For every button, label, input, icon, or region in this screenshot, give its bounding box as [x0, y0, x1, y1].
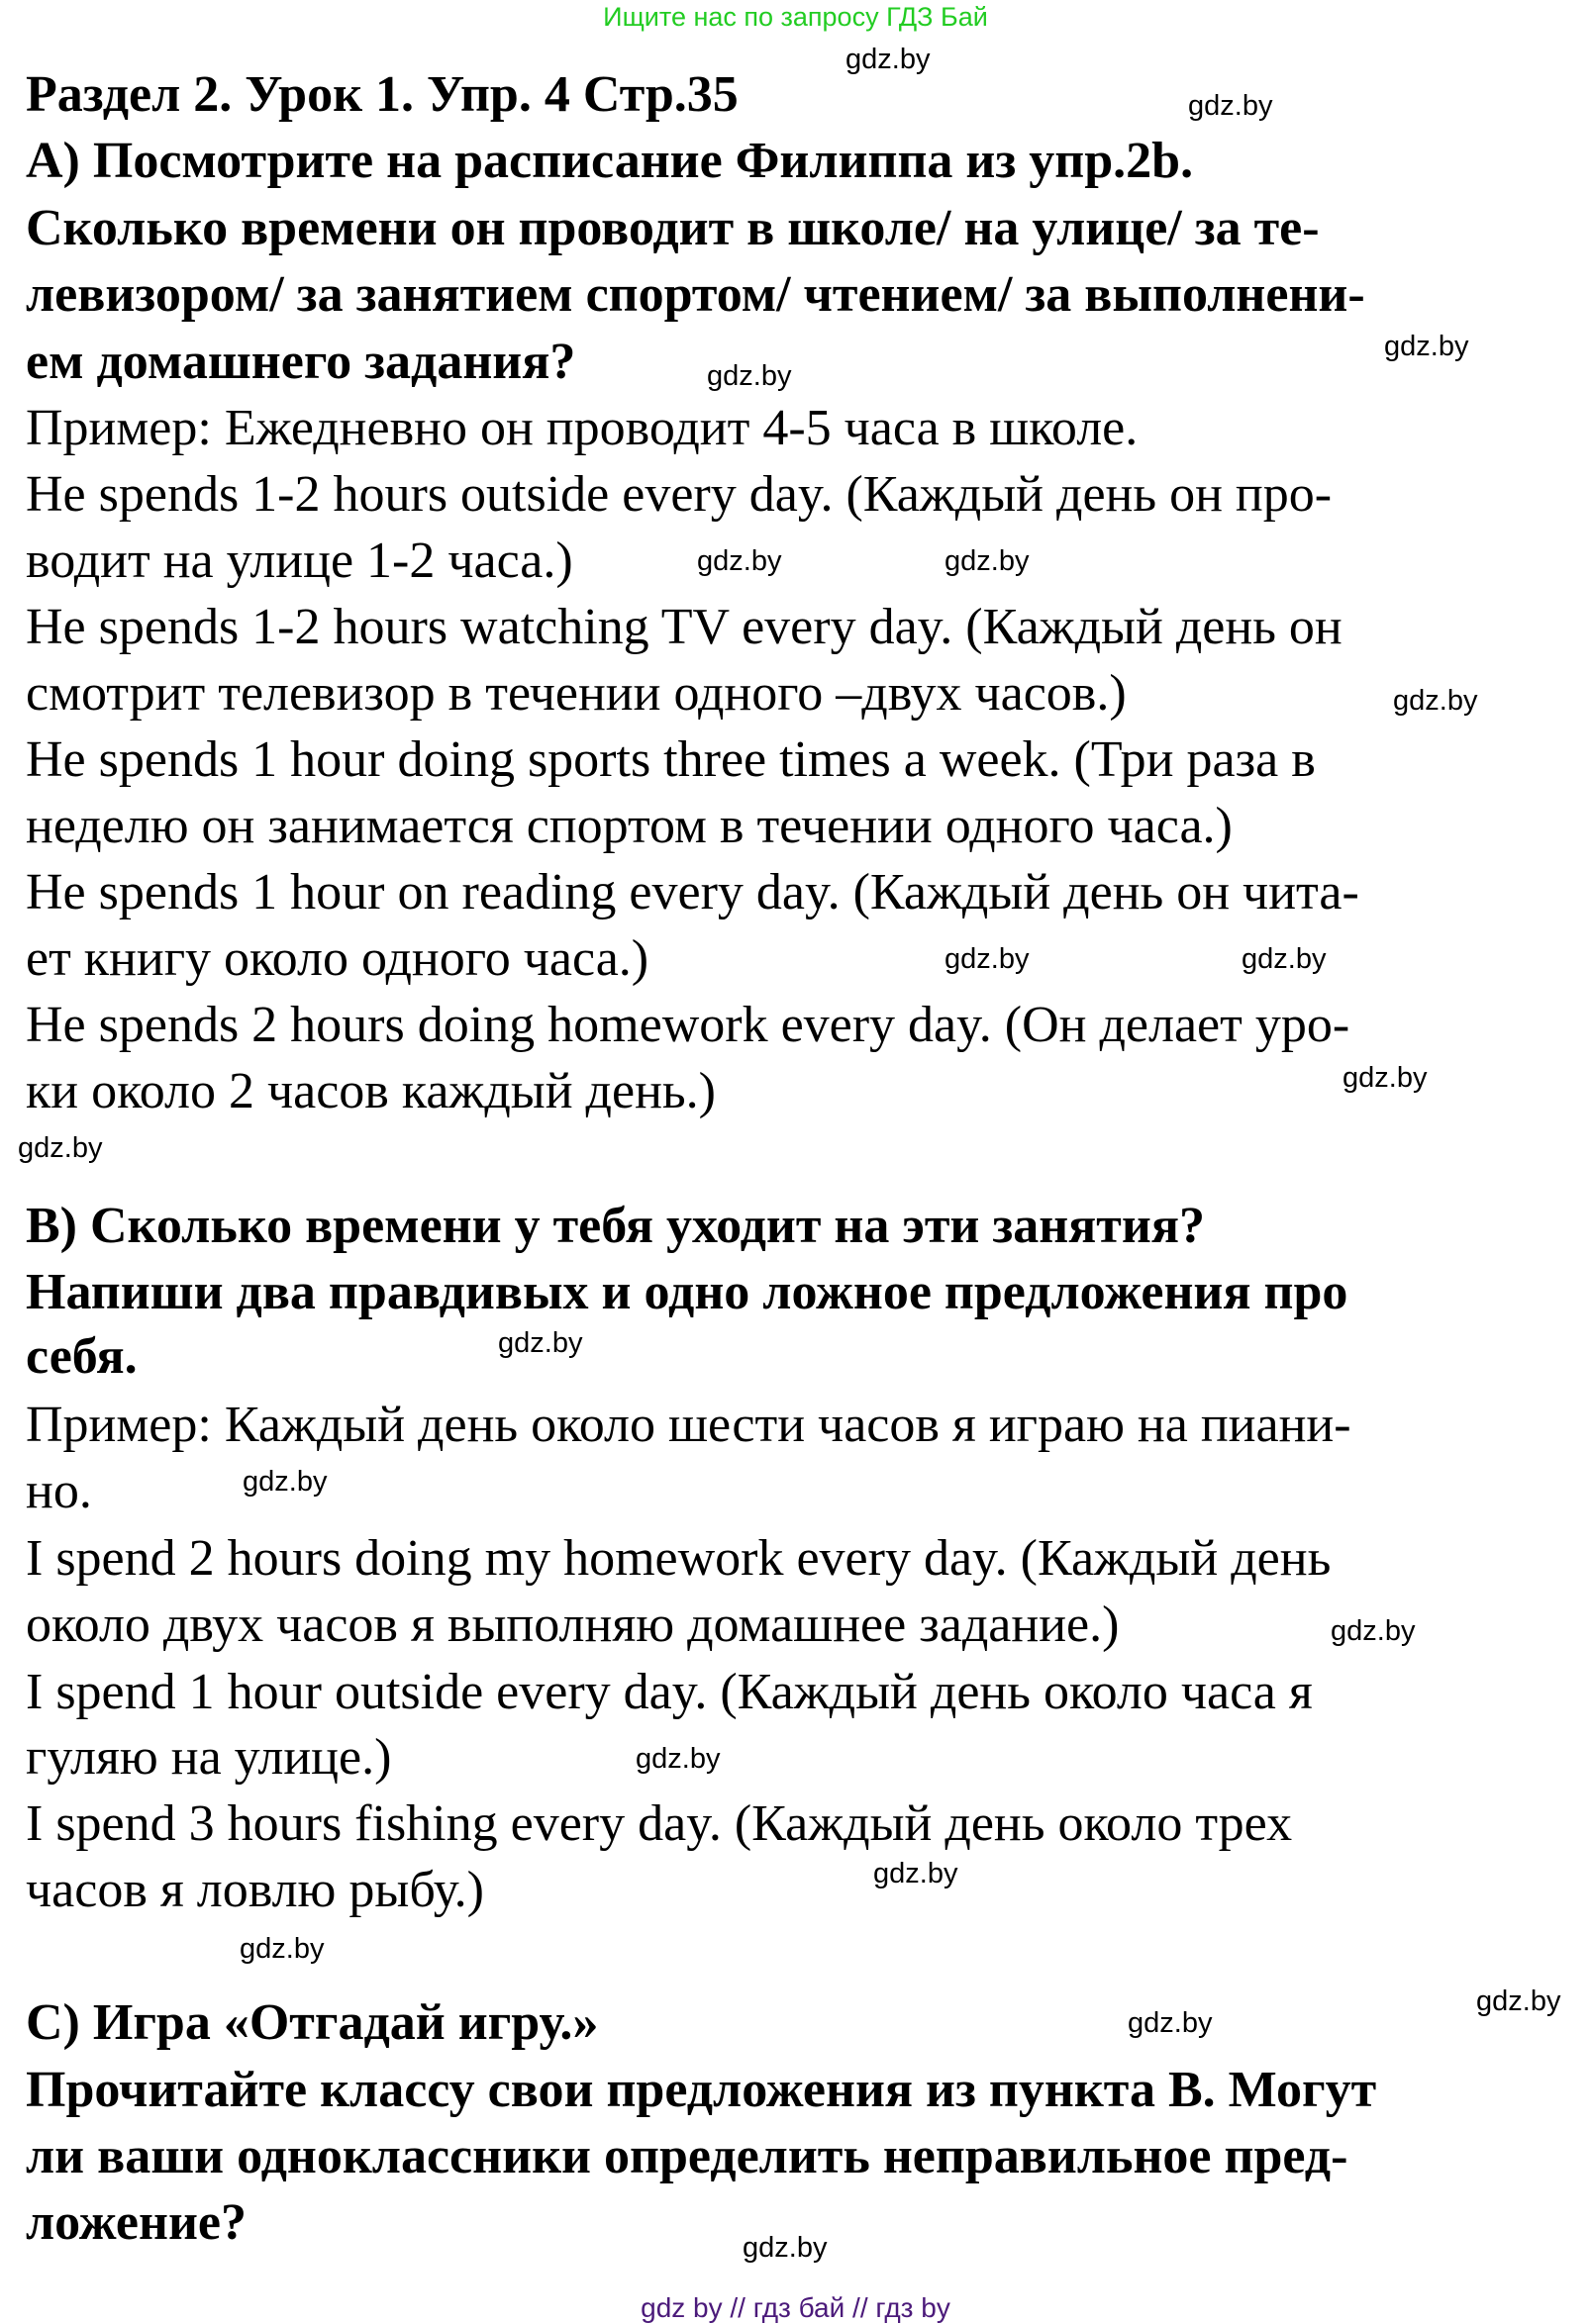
text-line: I spend 3 hours fishing every day. (Каждый день около трех	[26, 1795, 1293, 1852]
text-line: ки около 2 часов каждый день.)	[26, 1063, 716, 1119]
text-line: гуляю на улице.)	[26, 1729, 392, 1786]
text-line: около двух часов я выполняю домашнее задание.)	[26, 1597, 1120, 1653]
watermark: gdz.by	[1188, 90, 1273, 122]
heading-line: Напиши два правдивых и одно ложное предложения про	[26, 1264, 1348, 1320]
text-line: смотрит телевизор в течении одного –двух часов.)	[26, 665, 1127, 722]
text-line: I spend 2 hours doing my homework every day. (Каждый день	[26, 1530, 1332, 1587]
watermark: gdz.by	[945, 943, 1030, 975]
footer-banner: gdz by // гдз бай // гдз by	[641, 2292, 950, 2323]
watermark: gdz.by	[1242, 943, 1327, 975]
heading-line: ложение?	[26, 2194, 247, 2251]
text-line: неделю он занимается спортом в течении одного часа.)	[26, 798, 1233, 854]
watermark: gdz.by	[1331, 1615, 1416, 1647]
text-line: ет книгу около одного часа.)	[26, 930, 649, 987]
text-line: водит на улице 1-2 часа.)	[26, 533, 573, 589]
watermark: gdz.by	[707, 360, 792, 392]
watermark: gdz.by	[697, 545, 782, 577]
watermark: gdz.by	[1393, 685, 1478, 717]
watermark: gdz.by	[1128, 2007, 1213, 2039]
text-line: I spend 1 hour outside every day. (Каждый день около часа я	[26, 1664, 1313, 1720]
watermark: gdz.by	[243, 1466, 328, 1498]
heading-line: себя.	[26, 1328, 138, 1385]
text-line: Пример: Каждый день около шести часов я играю на пиани-	[26, 1397, 1351, 1453]
text-line: He spends 1 hour doing sports three times a week. (Три раза в	[26, 731, 1316, 788]
watermark: gdz.by	[240, 1933, 325, 1965]
watermark: gdz.by	[18, 1132, 103, 1164]
text-line: часов я ловлю рыбу.)	[26, 1862, 484, 1918]
text-line: но.	[26, 1463, 92, 1519]
watermark: gdz.by	[743, 2232, 828, 2264]
heading-line: А) Посмотрите на расписание Филиппа из упр.2b.	[26, 133, 1194, 189]
text-line: He spends 1-2 hours outside every day. (Каждый день он про-	[26, 466, 1333, 523]
watermark: gdz.by	[1384, 331, 1469, 362]
text-line: Пример: Ежедневно он проводит 4-5 часа в школе.	[26, 400, 1139, 456]
search-banner: Ищите нас по запросу ГДЗ Бай	[603, 2, 988, 32]
text-line: He spends 1-2 hours watching TV every day. (Каждый день он	[26, 599, 1342, 655]
watermark: gdz.by	[945, 545, 1030, 577]
heading-line: Сколько времени он проводит в школе/ на улице/ за те-	[26, 200, 1320, 256]
watermark: gdz.by	[873, 1858, 958, 1889]
heading-line: С) Игра «Отгадай игру.»	[26, 1994, 599, 2051]
text-line: He spends 2 hours doing homework every day. (Он делает уро-	[26, 997, 1350, 1053]
watermark: gdz.by	[1342, 1062, 1428, 1094]
heading-line: B) Сколько времени у тебя уходит на эти занятия?	[26, 1198, 1205, 1254]
heading-line: ли ваши одноклассники определить неправильное пред-	[26, 2128, 1348, 2184]
watermark: gdz.by	[1476, 1985, 1561, 2017]
heading-line: Раздел 2. Урок 1. Упр. 4 Стр.35	[26, 66, 739, 123]
watermark: gdz.by	[845, 44, 931, 75]
heading-line: ем домашнего задания?	[26, 334, 576, 390]
heading-line: Прочитайте классу свои предложения из пункта В. Могут	[26, 2062, 1377, 2118]
watermark: gdz.by	[636, 1743, 721, 1775]
text-line: He spends 1 hour on reading every day. (Каждый день он чита-	[26, 864, 1359, 920]
heading-line: левизором/ за занятием спортом/ чтением/ за выполнени-	[26, 266, 1365, 323]
watermark: gdz.by	[498, 1327, 583, 1359]
